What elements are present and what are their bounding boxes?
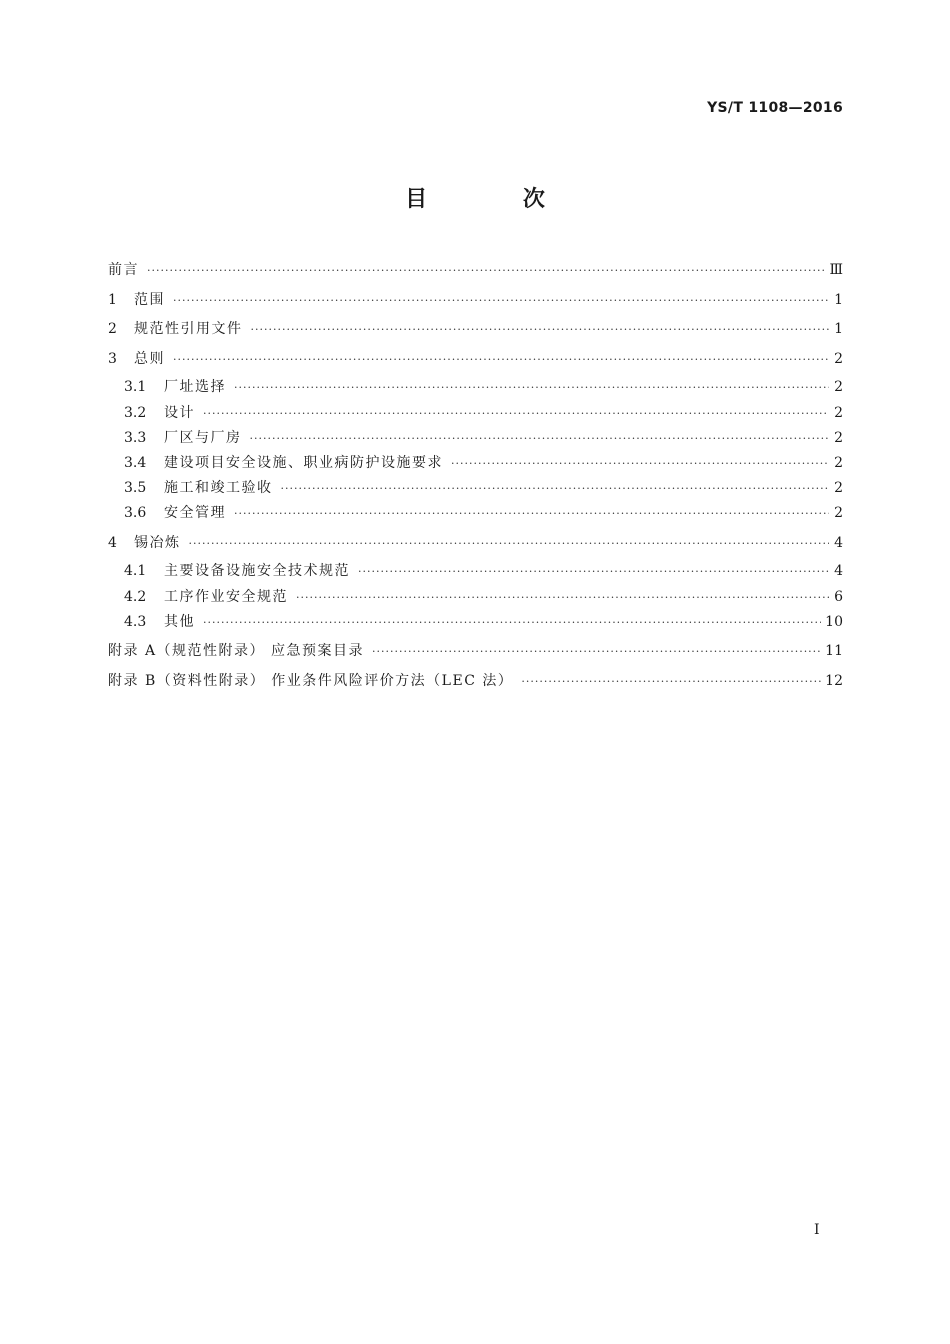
toc-entry-label: 施工和竣工验收 (164, 480, 273, 496)
toc-entry-appendix-a[interactable] (108, 641, 843, 661)
leader-dots (451, 454, 829, 474)
toc-entry-label: 锡冶炼 (134, 535, 181, 551)
toc-entry-page: 12 (825, 673, 843, 689)
toc-entry-label: 规范性引用文件 (134, 321, 243, 337)
toc-entry-preface[interactable] (108, 260, 843, 280)
toc-entry-number: 4.1 (124, 563, 147, 579)
leader-dots (203, 613, 821, 633)
toc-entry-appendix-b[interactable] (108, 671, 843, 691)
toc-entry-number: 3.4 (124, 455, 147, 471)
toc-entry-3-1[interactable] (124, 377, 843, 397)
toc-entry-page: 2 (834, 455, 843, 471)
toc-entry-number: 4 (108, 535, 117, 551)
leader-dots (173, 350, 829, 370)
toc-entry-page: 6 (834, 589, 843, 605)
leader-dots (250, 429, 830, 449)
toc-entry-number: 4.3 (124, 614, 147, 630)
toc-entry-4[interactable] (108, 533, 843, 553)
page-title: 目 次 (405, 187, 589, 212)
leader-dots (189, 534, 830, 554)
toc-entry-label: 厂区与厂房 (164, 430, 242, 446)
toc-entry-label: 附录 A（规范性附录） 应急预案目录 (108, 643, 365, 659)
toc-entry-number: 1 (108, 292, 117, 308)
toc-entry-number: 3.5 (124, 480, 147, 496)
toc-entry-3[interactable] (108, 349, 843, 369)
toc-entry-number: 3 (108, 351, 117, 367)
toc-entry-4-3[interactable] (124, 612, 843, 632)
toc-entry-page: 2 (834, 505, 843, 521)
toc-entry-4-1[interactable] (124, 561, 843, 581)
toc-entry-label: 主要设备设施安全技术规范 (164, 563, 350, 579)
toc-entry-label: 厂址选择 (164, 379, 226, 395)
toc-entry-label: 设计 (164, 405, 195, 421)
toc-entry-label: 范围 (134, 292, 165, 308)
toc-entry-page: 1 (834, 321, 843, 337)
toc-entry-number: 3.2 (124, 405, 147, 421)
toc-entry-3-3[interactable] (124, 428, 843, 448)
toc-entry-2[interactable] (108, 319, 843, 339)
toc-entry-3-4[interactable] (124, 453, 843, 473)
toc-entry-3-6[interactable] (124, 503, 843, 523)
leader-dots (358, 562, 829, 582)
toc-entry-3-2[interactable] (124, 403, 843, 423)
leader-dots (521, 672, 821, 692)
toc-entry-page: 4 (834, 563, 843, 579)
toc-entry-number: 4.2 (124, 589, 147, 605)
toc-entry-page: 2 (834, 480, 843, 496)
leader-dots (372, 642, 821, 662)
footer-page-number: Ⅰ (814, 1222, 820, 1238)
leader-dots (203, 404, 829, 424)
toc-entry-page: 11 (825, 643, 843, 659)
toc-entry-page: 2 (834, 379, 843, 395)
toc-entry-label: 工序作业安全规范 (164, 589, 288, 605)
standard-code: YS/T 1108—2016 (707, 100, 843, 116)
toc-entry-page: 4 (834, 535, 843, 551)
toc-entry-page: 1 (834, 292, 843, 308)
leader-dots (147, 261, 825, 281)
toc-entry-page: 2 (834, 351, 843, 367)
toc-entry-page: 10 (825, 614, 843, 630)
leader-dots (296, 588, 829, 608)
toc-entry-page: Ⅲ (829, 262, 843, 278)
leader-dots (251, 320, 830, 340)
toc-entry-label: 总则 (134, 351, 165, 367)
toc-entry-label: 安全管理 (164, 505, 226, 521)
toc-entry-3-5[interactable] (124, 478, 843, 498)
toc-entry-label: 建设项目安全设施、职业病防护设施要求 (164, 455, 443, 471)
toc-entry-label: 附录 B（资料性附录） 作业条件风险评价方法（LEC 法） (108, 673, 514, 689)
toc-entry-number: 2 (108, 321, 117, 337)
leader-dots (234, 504, 829, 524)
leader-dots (173, 291, 829, 311)
toc-entry-number: 3.1 (124, 379, 147, 395)
toc-entry-label: 前言 (108, 262, 139, 278)
toc-entry-number: 3.3 (124, 430, 147, 446)
toc-entry-page: 2 (834, 430, 843, 446)
toc-entry-number: 3.6 (124, 505, 147, 521)
toc-entry-1[interactable] (108, 290, 843, 310)
toc-entry-label: 其他 (164, 614, 195, 630)
leader-dots (234, 378, 829, 398)
toc-entry-4-2[interactable] (124, 587, 843, 607)
toc-entry-page: 2 (834, 405, 843, 421)
leader-dots (281, 479, 830, 499)
